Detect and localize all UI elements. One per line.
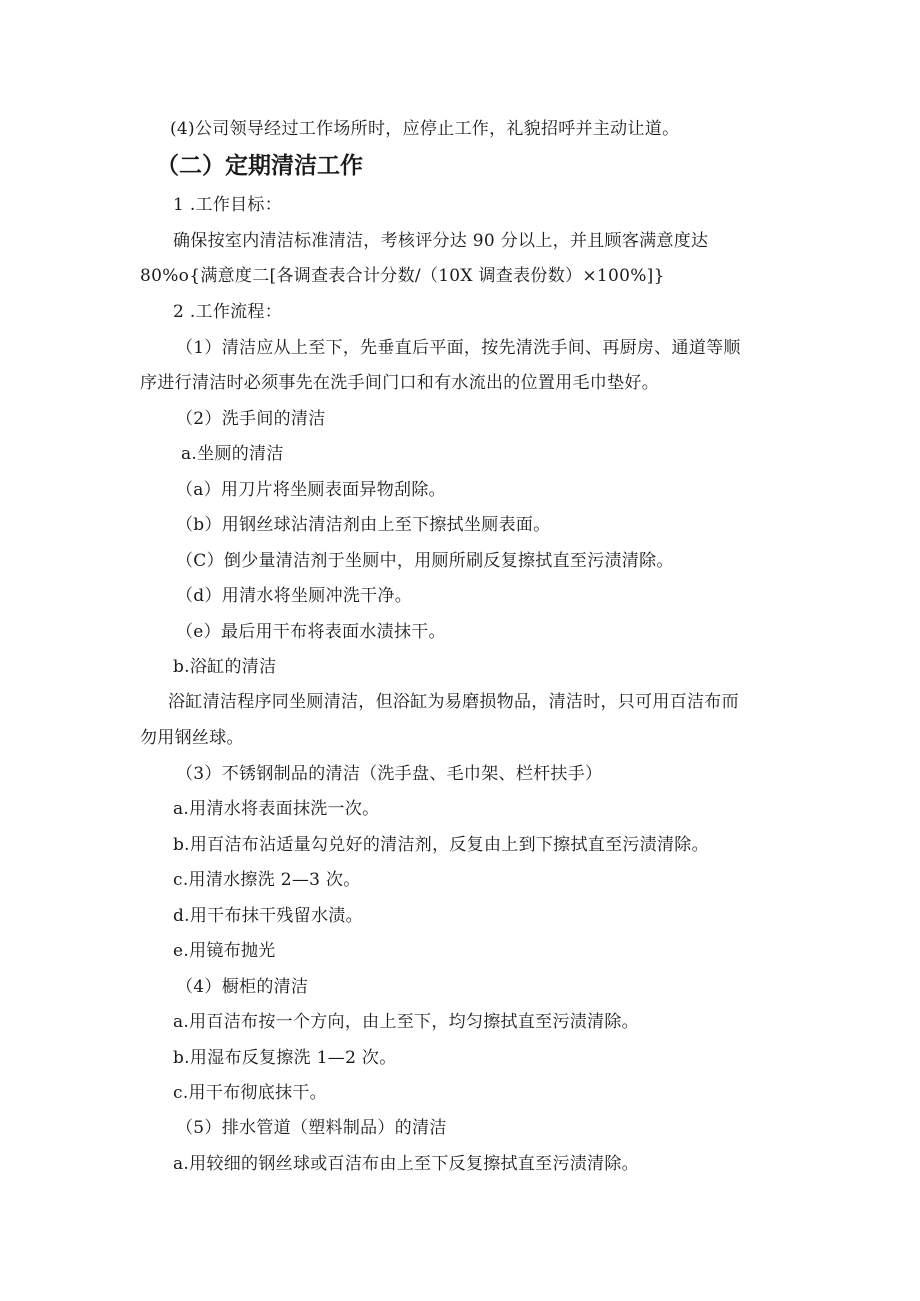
toilet-step-e: （e）最后用干布将表面水渍抹干。 — [176, 622, 446, 642]
goal-text-line-2: 80%o{满意度二[各调查表合计分数/（10X 调查表份数）×100%]} — [140, 266, 665, 286]
toilet-step-a: （a）用刀片将坐厕表面异物刮除。 — [176, 480, 446, 500]
process-item-1-line-1: （1）清洁应从上至下，先垂直后平面，按先清洗手间、再厨房、通道等顺 — [176, 338, 741, 358]
process-title: 2 .工作流程： — [173, 302, 283, 322]
process-item-3: （3）不锈钢制品的清洁（洗手盘、毛巾架、栏杆扶手） — [176, 764, 603, 784]
toilet-step-c: （C）倒少量清洁剂于坐厕中，用厕所刷反复擦拭直至污渍清除。 — [176, 551, 674, 571]
goal-text-line-1: 确保按室内清洁标准清洁，考核评分达 90 分以上，并且顾客满意度达 — [173, 231, 709, 251]
bathtub-text-line-1: 浴缸清洁程序同坐厕清洁，但浴缸为易磨损物品，清洁时，只可用百洁布而 — [168, 692, 739, 712]
cabinet-step-c: c.用干布彻底抹干。 — [173, 1083, 327, 1103]
intro-item-4: (4)公司领导经过工作场所时，应停止工作，礼貌招呼并主动让道。 — [170, 119, 680, 139]
toilet-title: a.坐厕的清洁 — [181, 444, 284, 464]
process-item-2: （2）洗手间的清洁 — [176, 409, 326, 429]
process-item-5: （5）排水管道（塑料制品）的清洁 — [176, 1118, 447, 1138]
section-heading: （二）定期清洁工作 — [156, 153, 363, 179]
bathtub-title: b.浴缸的清洁 — [173, 657, 277, 677]
steel-step-e: e.用镜布抛光 — [173, 941, 276, 961]
bathtub-text-line-2: 勿用钢丝球。 — [140, 728, 244, 748]
process-item-4: （4）橱柜的清洁 — [176, 977, 309, 997]
steel-step-a: a.用清水将表面抹洗一次。 — [173, 799, 380, 819]
pipe-step-a: a.用较细的钢丝球或百洁布由上至下反复擦拭直至污渍清除。 — [173, 1154, 639, 1174]
process-item-1-line-2: 序进行清洁时必须事先在洗手间门口和有水流出的位置用毛巾垫好。 — [140, 373, 659, 393]
toilet-step-d: （d）用清水将坐厕冲洗干净。 — [176, 586, 413, 606]
steel-step-d: d.用干布抹干残留水渍。 — [173, 906, 363, 926]
steel-step-c: c.用清水擦洗 2—3 次。 — [173, 870, 361, 890]
toilet-step-b: （b）用钢丝球沾清洁剂由上至下擦拭坐厕表面。 — [176, 515, 551, 535]
cabinet-step-a: a.用百洁布按一个方向，由上至下，均匀擦拭直至污渍清除。 — [173, 1012, 639, 1032]
goal-title: 1 .工作目标： — [173, 195, 283, 215]
steel-step-b: b.用百洁布沾适量勾兑好的清洁剂，反复由上到下擦拭直至污渍清除。 — [173, 835, 709, 855]
cabinet-step-b: b.用湿布反复擦洗 1—2 次。 — [173, 1048, 397, 1068]
